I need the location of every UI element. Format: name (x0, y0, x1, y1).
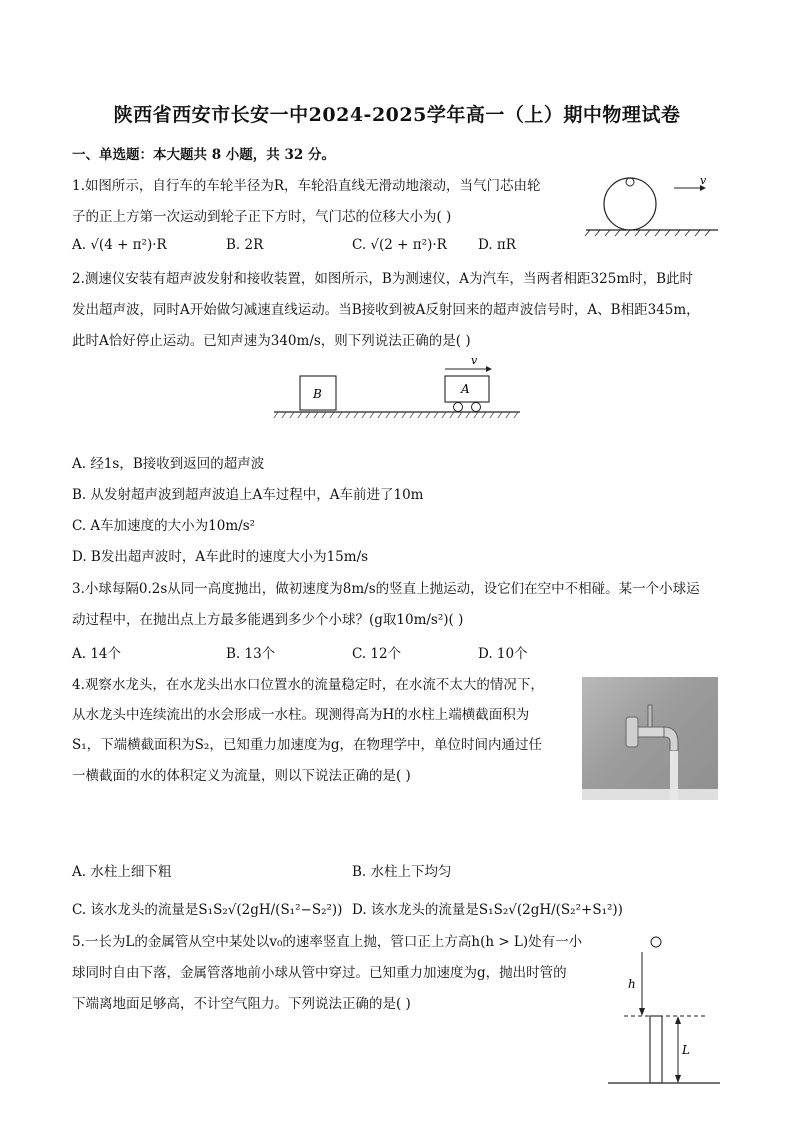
page-title: 陕西省西安市长安一中2024-2025学年高一（上）期中物理试卷 (113, 104, 681, 126)
valve-core-marker (626, 178, 634, 186)
q3-option-d: D. 10个 (478, 646, 528, 662)
faucet-photo (582, 677, 718, 800)
faucet-spout (664, 727, 678, 751)
q1-text-line-2: 子的正上方第一次运动到轮子正下方时，气门芯的位移大小为( ) (72, 209, 452, 225)
q4-option-c: C. 该水龙头的流量是S₁S₂√(2gH/(S₁²−S₂²)) (72, 902, 343, 918)
q4-text-line-1: 4.观察水龙头，在水龙头出水口位置水的流量稳定时，在水流不太大的情况下， (72, 677, 544, 693)
q2-option-a: A. 经1s，B接收到返回的超声波 (72, 456, 265, 472)
car-velocity-label: v (471, 354, 478, 367)
car-wheel-left (454, 403, 463, 412)
l-arrowhead-bottom (675, 1075, 681, 1083)
q5-text-line-2: 球同时自由下落，金属管落地前小球从管中穿过。已知重力加速度为g，抛出时管的 (72, 965, 567, 981)
q1-option-c: C. √(2 + π²)·R (352, 237, 447, 253)
q3-option-b: B. 13个 (226, 646, 276, 662)
q1-wheel-figure (582, 170, 722, 240)
q4-text-line-2: 从水龙头中连续流出的水会形成一水柱。现测得高为H的水柱上端横截面积为 (72, 707, 530, 723)
road-hatch (274, 412, 518, 418)
q1-option-a: A. √(4 + π²)·R (72, 237, 167, 253)
q2-text-line-2: 发出超声波，同时A开始做匀减速直线运动。当B接收到被A反射回来的超声波信号时，A、B相距345m， (72, 302, 700, 318)
falling-ball (651, 937, 661, 947)
section-heading: 一、单选题：本大题共 8 小题，共 32 分。 (72, 147, 335, 163)
faucet-handle (648, 705, 652, 727)
q5-tube-figure (604, 930, 724, 1090)
q1-text-line-1: 1.如图所示，自行车的车轮半径为R，车轮沿直线无滑动地滚动，当气门芯由轮 (72, 178, 541, 194)
h-label: h (628, 977, 636, 991)
q2-text-line-1: 2.测速仪安装有超声波发射和接收装置，如图所示，B为测速仪，A为汽车，当两者相距325m时，B此时 (72, 271, 694, 287)
metal-tube (650, 1016, 662, 1083)
q2-text-line-3: 此时A恰好停止运动。已知声速为340m/s，则下列说法正确的是( ) (72, 333, 471, 349)
sink-edge (582, 789, 718, 800)
q2-option-d: D. B发出超声波时，A车此时的速度大小为15m/s (72, 549, 369, 565)
l-arrowhead-top (675, 1016, 681, 1024)
car-wheel-right (472, 403, 481, 412)
car-a-label: A (461, 382, 470, 396)
l-label: L (682, 1043, 690, 1057)
q3-text-line-2: 动过程中，在抛出点上方最多能遇到多少个小球？(g取10m/s²)( ) (72, 612, 464, 628)
velocity-label: v (700, 174, 707, 187)
car-velocity-arrowhead (486, 366, 492, 372)
faucet-pipe (638, 727, 664, 737)
h-arrowhead (639, 1008, 645, 1016)
q3-text-line-1: 3.小球每隔0.2s从同一高度抛出，做初速度为8m/s的竖直上抛运动，设它们在空中不相碰。某一个小球运 (72, 581, 700, 597)
faucet-icon (582, 677, 718, 800)
q2-option-c: C. A车加速度的大小为10m/s² (72, 518, 256, 534)
q4-option-b: B. 水柱上下均匀 (352, 864, 452, 880)
q2-option-b: B. 从发射超声波到超声波追上A车过程中，A车前进了10m (72, 487, 424, 503)
q3-option-c: C. 12个 (352, 646, 402, 662)
device-b-label: B (313, 387, 322, 401)
q3-option-a: A. 14个 (72, 646, 122, 662)
q4-option-d: D. 该水龙头的流量是S₁S₂√(2gH/(S₂²+S₁²)) (352, 902, 623, 918)
q5-text-line-3: 下端离地面足够高，不计空气阻力。下列说法正确的是( ) (72, 996, 411, 1012)
q5-text-line-1: 5.一长为L的金属管从空中某处以v₀的速率竖直上抛，管口正上方高h(h > L)处有一小 (72, 934, 583, 950)
q4-text-line-3: S₁，下端横截面积为S₂，已知重力加速度为g，在物理学中，单位时间内通过任 (72, 737, 542, 753)
q2-car-figure (272, 352, 524, 424)
ground-hatch (585, 230, 710, 236)
q4-option-a: A. 水柱上细下粗 (72, 864, 172, 880)
q4-text-line-4: 一横截面的水的体积定义为流量，则以下说法正确的是( ) (72, 768, 411, 784)
q1-option-b: B. 2R (226, 237, 264, 253)
faucet-mount (626, 717, 638, 747)
q1-option-d: D. πR (478, 237, 516, 253)
